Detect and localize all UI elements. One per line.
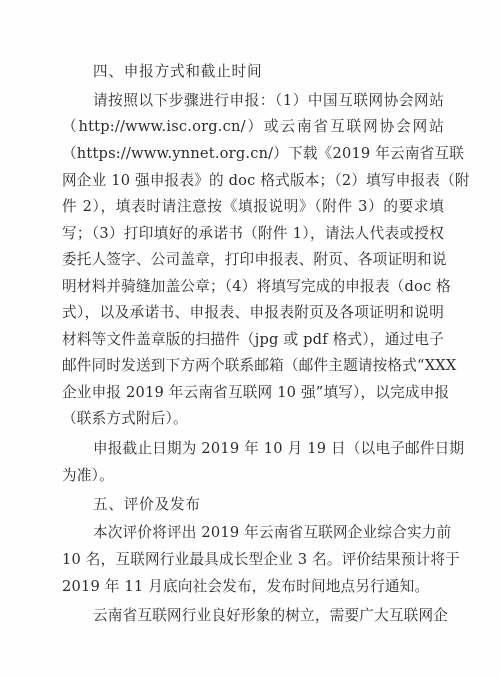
section-heading-submission: 四、申报方式和截止时间 [93, 63, 263, 80]
paragraph-line: 网企业 10 强申报表》的 doc 格式版本；（2）填写申报表（附 [62, 172, 470, 189]
paragraph-line: （http://www.isc.org.cn/）或云南省互联网协会网站 [62, 118, 444, 135]
paragraph-line: 明材料并骑缝加盖公章；（4）将填写完成的申报表（doc 格 [62, 278, 451, 295]
paragraph-line: 式），以及承诺书、申报表、申报表附页及各项证明和说明 [62, 304, 444, 321]
paragraph-line: 材料等文件盖章版的扫描件（jpg 或 pdf 格式），通过电子 [62, 331, 444, 348]
paragraph-line: 2019 年 11 月底向社会发布，发布时间地点另行通知。 [62, 578, 430, 595]
deadline-line: 为准）。 [62, 467, 114, 484]
paragraph-line: 件 2），填表时请注意按《填报说明》（附件 3）的要求填 [62, 198, 444, 215]
paragraph-line: 委托人签字、公司盖章，打印申报表、附页、各项证明和说 [62, 251, 447, 268]
paragraph-line: （https://www.ynnet.org.cn/）下载《2019 年云南省互联 [62, 145, 465, 162]
paragraph-line: 邮件同时发送到下方两个联系邮箱（邮件主题请按格式“XXX [62, 357, 457, 374]
paragraph-line: 10 名，互联网行业最具成长型企业 3 名。评价结果预计将于 [62, 551, 461, 568]
paragraph-line: 云南省互联网行业良好形象的树立，需要广大互联网企 [93, 607, 449, 624]
section-heading-evaluation: 五、评价及发布 [93, 496, 201, 513]
paragraph-line: 本次评价将评出 2019 年云南省互联网企业综合实力前 [93, 524, 452, 541]
paragraph-line: 写；（3）打印填好的承诺书（附件 1），请法人代表或授权 [62, 225, 444, 242]
paragraph-line: （联系方式附后）。 [62, 410, 188, 427]
deadline-line: 申报截止日期为 2019 年 10 月 19 日（以电子邮件日期 [93, 440, 465, 457]
paragraph-line: 请按照以下步骤进行申报：（1）中国互联网协会网站 [93, 92, 444, 109]
paragraph-line: 企业申报 2019 年云南省互联网 10 强”填写），以完成申报 [62, 384, 450, 401]
